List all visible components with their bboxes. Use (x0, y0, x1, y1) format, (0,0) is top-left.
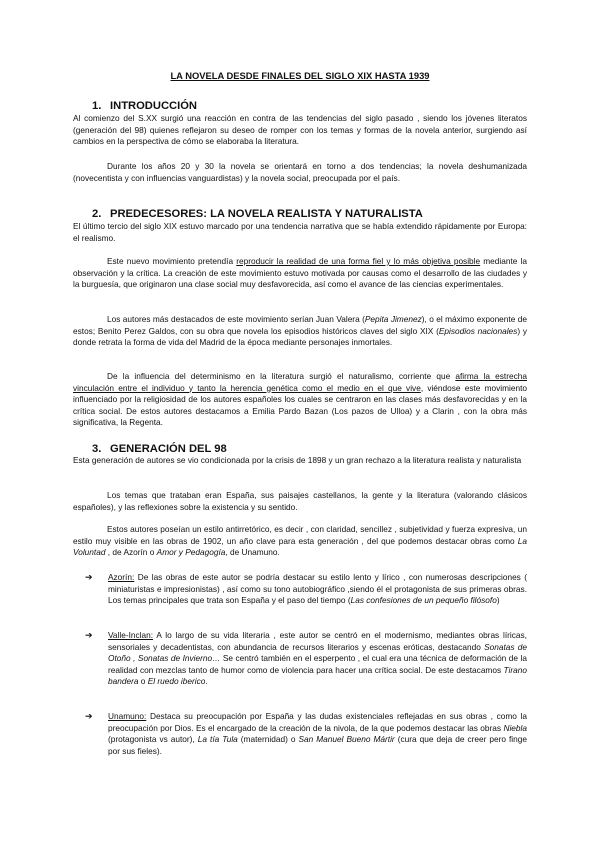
italic-title: Tirano bandera (108, 664, 527, 687)
text-run: ) (496, 595, 500, 606)
text-run: Destaca su preocupación por España y las dudas existenciales reflejadas en sus obras , como la preocupación por Dios. Es el encargado de la creación de la nivola, de la que podemos destacar las obras (108, 711, 527, 733)
paragraph (73, 524, 527, 559)
underlined-text: afirma la estrecha vinculación entre el individuo y tanto la herencia genética como el medio en el que vive (73, 371, 527, 393)
italic-title: Episodios nacionales (438, 325, 518, 336)
text-run: Estos autores poseían un estilo antirretórico, es decir , con claridad, sencillez , subjetividad y fuerza expresiva, un estilo muy visible en las obras de 1902, un año clave para esta generación , del que podemos destacar obras como (73, 524, 527, 546)
arrow-bullet-icon: ➔ (85, 572, 93, 582)
paragraph: Durante los años 20 y 30 la novela se orientará en torno a dos tendencias; la novela deshumanizada (novecentista y con influencias vanguardistas) y la novela social, preocupada por el país. (73, 161, 527, 183)
paragraph (73, 314, 527, 349)
paragraph: Los temas que trataban eran España, sus paisajes castellanos, la gente y la literatura (valorando clásicos españoles), y las reflexiones sobre la existencia y su sentido. (73, 490, 527, 512)
text-run: De la influencia del determinismo en la literatura surgió el naturalismo, corriente que (107, 371, 456, 381)
list-item-valle-inclan (85, 630, 527, 688)
italic-title: La tía Tula (197, 734, 238, 745)
paragraph (73, 371, 527, 429)
arrow-bullet-icon: ➔ (85, 711, 93, 721)
text-run: o (138, 676, 148, 687)
italic-title: Pepita Jimenez (364, 314, 422, 324)
paragraph: Al comienzo del S.XX surgió una reacción en contra de las tendencias del siglo pasado , siendo los jóvenes literatos (generación del 98) quienes reflejaron su deseo de romper con los temas y formas de la novela anterior, surgiendo así cambios en la perspectiva de cómo se elaboraba la literatura. (73, 113, 527, 147)
text-run: , de Unamuno. (225, 547, 280, 558)
text-run: A lo largo de su vida literaria , este autor se centró en el modernismo, mediantes obras líricas, sensoriales y decadentistas, con abundancia de recursos literarios y escenas eróticas, destacando (108, 630, 527, 652)
text-run: Los autores más destacados de este movimiento serían Juan Valera ( (107, 314, 365, 324)
section-heading-predecesores (92, 208, 423, 221)
text-run: (cura que deja de creer pero finge por sus fieles). (108, 734, 527, 756)
italic-title: Las confesiones de un pequeño filósofo (350, 595, 497, 606)
text-run: mediante la observación y la crítica. La creación de este movimiento estuvo motivada por causas como el desarrollo de las ciudades y la burguesía, que originaron una clase social muy desfavorecida, así como el avance de las ciencias experimentales. (73, 256, 527, 290)
list-item-azorin (85, 572, 527, 607)
text-run: Se centró también en el esperpento , el cual era una técnica de deformación de la realidad con mezclas tanto de humor como de violencia para hacer una crítica social. De este destacamos (108, 653, 527, 675)
italic-title: San Manuel Bueno Mártir (298, 734, 395, 745)
text-run: , viéndose este movimiento influenciado por la religiosidad de los autores españoles los cuales se centraron en las clases más desfavorecidas y en la crítica social. De estos autores destacamos a Emilia Pardo Bazan (Los pazos de Ulloa) y a Clarin , con la obra más significativa, la Regenta. (73, 382, 528, 428)
section-title: GENERACIÓN DEL 98 (110, 443, 227, 455)
italic-title: Sonatas de Otoño , Sonatas de Invierno… (108, 641, 527, 664)
italic-title: El ruedo iberico (147, 676, 206, 687)
section-title: PREDECESORES: LA NOVELA REALISTA Y NATURALISTA (110, 208, 423, 220)
section-title: INTRODUCCIÓN (110, 100, 198, 112)
section-heading-introduccion (92, 100, 197, 113)
author-name: Azorín: (108, 572, 135, 582)
paragraph: Esta generación de autores se vio condicionada por la crisis de 1898 y un gran rechazo a la literatura realista y naturalista (73, 455, 522, 465)
text-run: (maternidad) o (237, 734, 299, 745)
text-run: (protagonista vs autor), (108, 734, 198, 745)
text-run: . (205, 676, 208, 687)
author-name: Valle-Inclan: (108, 630, 154, 640)
list-item-unamuno (85, 711, 527, 757)
text-run: ), o el máximo exponente de estos; Benito Perez Galdos, con su obra que novela los episodios históricos claves del siglo XIX ( (73, 314, 527, 336)
text-run: De las obras de este autor se podría destacar su estilo lento y lírico , con numerosas descripciones ( miniaturistas e impresionistas) , así como su tono autobiográfico ,siendo él el protagonista de sus primeras obras. Los temas principales que trata son España y el paso del tiempo ( (108, 572, 527, 606)
section-number: 2. (92, 208, 102, 220)
italic-title: Amor y Pedagogía (156, 547, 226, 558)
section-number: 1. (92, 100, 102, 112)
arrow-bullet-icon: ➔ (85, 630, 93, 640)
section-number: 3. (92, 443, 102, 455)
italic-title: Niebla (503, 722, 527, 733)
underlined-text: reproducir la realidad de una forma fiel y lo más objetiva posible (236, 256, 481, 266)
text-run: Este nuevo movimiento pretendía (107, 256, 237, 266)
document-title: LA NOVELA DESDE FINALES DEL SIGLO XIX HASTA 1939 (170, 70, 430, 81)
text-run: , de Azorín o (105, 547, 157, 558)
paragraph (73, 256, 527, 291)
text-run: ) y donde retrata la forma de vida del Madrid de la época mediante personajes inmortales. (73, 325, 528, 348)
author-name: Unamuno: (108, 711, 147, 721)
italic-title: La Voluntad (73, 535, 527, 558)
paragraph: El último tercio del siglo XIX estuvo marcado por una tendencia narrativa que se había extendido rápidamente por Europa: el realismo. (73, 221, 527, 243)
